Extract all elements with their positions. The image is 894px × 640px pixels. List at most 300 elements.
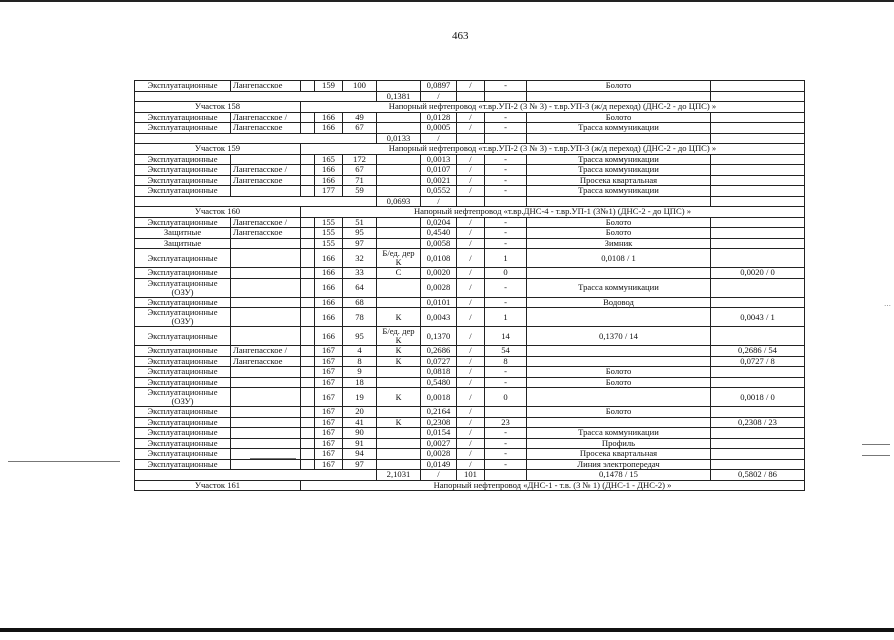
note-cell: Профиль — [527, 438, 711, 449]
note-cell: 0,0108 / 1 — [527, 249, 711, 268]
tree-category-cell: К — [377, 417, 421, 428]
tree-category-cell — [377, 186, 421, 197]
total-row — [135, 196, 805, 207]
spacer-cell — [301, 297, 315, 308]
tree-category-cell — [377, 165, 421, 176]
note-cell: Зимник — [527, 238, 711, 249]
allotment-cell: 71 — [343, 175, 377, 186]
count-cell: - — [485, 165, 527, 176]
note-cell: Линия электропередач — [527, 459, 711, 470]
table-row — [135, 165, 805, 176]
table-row — [135, 297, 805, 308]
note-cell — [527, 346, 711, 357]
allotment-cell: 91 — [343, 438, 377, 449]
total-blank-cell — [485, 91, 527, 102]
separator-cell: / — [457, 377, 485, 388]
tree-category-cell — [377, 112, 421, 123]
table-row — [135, 112, 805, 123]
note-cell: Трасса коммуникации — [527, 165, 711, 176]
forest-category-cell: Эксплуатационные — [135, 123, 231, 134]
area-cell: 0,1370 — [421, 327, 457, 346]
total-extra-cell — [711, 196, 805, 207]
quarter-cell: 166 — [315, 278, 343, 297]
tree-category-cell — [377, 238, 421, 249]
tree-category-cell — [377, 175, 421, 186]
forestry-area-cell — [231, 297, 301, 308]
area-cell: 0,0018 — [421, 388, 457, 407]
spacer-cell — [301, 112, 315, 123]
separator-cell: / — [457, 327, 485, 346]
extra-cell — [711, 165, 805, 176]
left-inner-scan-line — [250, 458, 296, 459]
extra-cell — [711, 154, 805, 165]
spacer-cell — [301, 428, 315, 439]
separator-cell: / — [457, 428, 485, 439]
tree-category-cell: К — [377, 388, 421, 407]
forest-category-cell: Эксплуатационные — [135, 249, 231, 268]
tree-category-cell — [377, 407, 421, 418]
section-description: Напорный нефтепровод «т.вр.УП-2 (3 № 3) - т.вр.УП-3 (ж/д переход) (ДНС-2 - до ЦПС) » — [301, 144, 805, 155]
area-cell: 0,5480 — [421, 377, 457, 388]
allotment-cell: 95 — [343, 327, 377, 346]
separator-cell: / — [457, 165, 485, 176]
note-cell: Болото — [527, 407, 711, 418]
allotment-cell: 67 — [343, 165, 377, 176]
separator-cell: / — [457, 449, 485, 460]
area-cell: 0,0028 — [421, 278, 457, 297]
total-extra-cell — [711, 91, 805, 102]
quarter-cell: 167 — [315, 417, 343, 428]
forestry-area-cell: Лангепасское / — [231, 165, 301, 176]
total-separator-cell: / — [421, 91, 457, 102]
allotment-cell: 51 — [343, 217, 377, 228]
forest-category-cell: Эксплуатационные — [135, 438, 231, 449]
count-cell: 1 — [485, 249, 527, 268]
count-cell: - — [485, 217, 527, 228]
forestry-area-cell — [231, 308, 301, 327]
count-cell: 0 — [485, 388, 527, 407]
note-cell — [527, 356, 711, 367]
total-separator-cell: / — [421, 196, 457, 207]
extra-cell — [711, 297, 805, 308]
forestry-area-cell — [231, 428, 301, 439]
top-page-rule — [0, 0, 894, 2]
tree-category-cell: К — [377, 356, 421, 367]
total-area-cell: 0,0133 — [377, 133, 421, 144]
separator-cell: / — [457, 308, 485, 327]
allotment-cell: 4 — [343, 346, 377, 357]
area-cell: 0,0818 — [421, 367, 457, 378]
area-cell: 0,0149 — [421, 459, 457, 470]
quarter-cell: 166 — [315, 112, 343, 123]
table-row — [135, 228, 805, 239]
total-area-cell: 0,1381 — [377, 91, 421, 102]
forest-category-cell: Эксплуатационные (ОЗУ) — [135, 388, 231, 407]
total-extra-cell: 0,5802 / 86 — [711, 470, 805, 481]
area-cell: 0,0005 — [421, 123, 457, 134]
tree-category-cell — [377, 367, 421, 378]
separator-cell: / — [457, 228, 485, 239]
forest-category-cell: Эксплуатационные — [135, 268, 231, 279]
forest-category-cell: Эксплуатационные — [135, 327, 231, 346]
extra-cell — [711, 238, 805, 249]
total-spacer — [135, 133, 377, 144]
tree-category-cell — [377, 154, 421, 165]
note-cell: Болото — [527, 367, 711, 378]
count-cell: - — [485, 459, 527, 470]
extra-cell — [711, 377, 805, 388]
count-cell: - — [485, 238, 527, 249]
quarter-cell: 167 — [315, 438, 343, 449]
forest-category-cell: Эксплуатационные — [135, 377, 231, 388]
forest-plots-table — [134, 80, 805, 491]
allotment-cell: 64 — [343, 278, 377, 297]
right-margin-scan-line-2 — [862, 455, 890, 456]
area-cell: 0,0058 — [421, 238, 457, 249]
table-row — [135, 217, 805, 228]
quarter-cell: 167 — [315, 388, 343, 407]
table-row — [135, 407, 805, 418]
table-row — [135, 417, 805, 428]
section-header-row — [135, 480, 805, 491]
extra-cell — [711, 428, 805, 439]
forest-category-cell: Эксплуатационные — [135, 112, 231, 123]
page-number: 463 — [452, 30, 469, 42]
section-description: Напорный нефтепровод «т.вр.УП-2 (3 № 3) - т.вр.УП-3 (ж/д переход) (ДНС-2 - до ЦПС) » — [301, 102, 805, 113]
note-cell: Трасса коммуникации — [527, 278, 711, 297]
spacer-cell — [301, 154, 315, 165]
forestry-area-cell: Лангепасское — [231, 175, 301, 186]
forest-category-cell: Эксплуатационные (ОЗУ) — [135, 308, 231, 327]
count-cell: - — [485, 112, 527, 123]
separator-cell: / — [457, 367, 485, 378]
extra-cell — [711, 123, 805, 134]
area-cell: 0,0727 — [421, 356, 457, 367]
forest-category-cell: Эксплуатационные — [135, 186, 231, 197]
allotment-cell: 78 — [343, 308, 377, 327]
extra-cell — [711, 278, 805, 297]
extra-cell — [711, 449, 805, 460]
forest-category-cell: Защитные — [135, 228, 231, 239]
separator-cell: / — [457, 356, 485, 367]
allotment-cell: 32 — [343, 249, 377, 268]
forestry-area-cell: Лангепасское — [231, 228, 301, 239]
area-cell: 0,0552 — [421, 186, 457, 197]
section-header-row — [135, 144, 805, 155]
count-cell: - — [485, 428, 527, 439]
forest-category-cell: Эксплуатационные — [135, 367, 231, 378]
forest-category-cell: Эксплуатационные — [135, 428, 231, 439]
spacer-cell — [301, 165, 315, 176]
table-row — [135, 346, 805, 357]
count-cell: - — [485, 377, 527, 388]
quarter-cell: 167 — [315, 428, 343, 439]
quarter-cell: 167 — [315, 459, 343, 470]
area-cell: 0,0027 — [421, 438, 457, 449]
table-row — [135, 367, 805, 378]
section-plot-label: Участок 161 — [135, 480, 301, 491]
forestry-area-cell — [231, 377, 301, 388]
extra-cell — [711, 81, 805, 92]
quarter-cell: 166 — [315, 249, 343, 268]
separator-cell: / — [457, 346, 485, 357]
count-cell: 23 — [485, 417, 527, 428]
forest-category-cell: Эксплуатационные — [135, 175, 231, 186]
forestry-area-cell — [231, 388, 301, 407]
allotment-cell: 67 — [343, 123, 377, 134]
count-cell: - — [485, 123, 527, 134]
note-cell: Трасса коммуникации — [527, 123, 711, 134]
separator-cell: / — [457, 123, 485, 134]
table-row — [135, 81, 805, 92]
tree-category-cell: К — [377, 346, 421, 357]
allotment-cell: 97 — [343, 238, 377, 249]
quarter-cell: 165 — [315, 154, 343, 165]
tree-category-cell — [377, 438, 421, 449]
count-cell: - — [485, 278, 527, 297]
note-cell: Болото — [527, 217, 711, 228]
extra-cell — [711, 249, 805, 268]
allotment-cell: 49 — [343, 112, 377, 123]
separator-cell: / — [457, 407, 485, 418]
count-cell: - — [485, 438, 527, 449]
table-row — [135, 459, 805, 470]
extra-cell — [711, 228, 805, 239]
allotment-cell: 94 — [343, 449, 377, 460]
note-cell: Болото — [527, 81, 711, 92]
tree-category-cell — [377, 428, 421, 439]
forest-category-cell: Эксплуатационные — [135, 417, 231, 428]
forestry-area-cell: Лангепасское / — [231, 346, 301, 357]
extra-cell — [711, 217, 805, 228]
spacer-cell — [301, 249, 315, 268]
note-cell — [527, 388, 711, 407]
total-separator-cell: / — [421, 133, 457, 144]
forest-category-cell: Эксплуатационные (ОЗУ) — [135, 278, 231, 297]
count-cell: - — [485, 186, 527, 197]
allotment-cell: 20 — [343, 407, 377, 418]
allotment-cell: 172 — [343, 154, 377, 165]
forest-category-cell: Эксплуатационные — [135, 81, 231, 92]
total-area-cell: 2,1031 — [377, 470, 421, 481]
separator-cell: / — [457, 297, 485, 308]
separator-cell: / — [457, 417, 485, 428]
section-plot-label: Участок 158 — [135, 102, 301, 113]
total-row — [135, 133, 805, 144]
table-row — [135, 377, 805, 388]
total-count-cell — [457, 196, 485, 207]
bottom-page-rule — [0, 628, 894, 632]
right-margin-scan-line-1 — [862, 444, 890, 445]
quarter-cell: 166 — [315, 175, 343, 186]
allotment-cell: 68 — [343, 297, 377, 308]
total-separator-cell: / — [421, 470, 457, 481]
extra-cell — [711, 367, 805, 378]
allotment-cell: 90 — [343, 428, 377, 439]
extra-cell: 0,0727 / 8 — [711, 356, 805, 367]
spacer-cell — [301, 175, 315, 186]
tree-category-cell: Б/ед. дер К — [377, 249, 421, 268]
allotment-cell: 19 — [343, 388, 377, 407]
note-cell: 0,1370 / 14 — [527, 327, 711, 346]
table-row — [135, 388, 805, 407]
quarter-cell: 155 — [315, 228, 343, 239]
table-row — [135, 327, 805, 346]
forestry-area-cell — [231, 154, 301, 165]
forestry-area-cell — [231, 407, 301, 418]
count-cell: - — [485, 449, 527, 460]
count-cell — [485, 407, 527, 418]
total-note-cell — [527, 196, 711, 207]
separator-cell: / — [457, 278, 485, 297]
table-row — [135, 249, 805, 268]
separator-cell: / — [457, 388, 485, 407]
forestry-area-cell: Лангепасское — [231, 123, 301, 134]
tree-category-cell — [377, 81, 421, 92]
right-margin-speck: … — [884, 300, 891, 308]
table-row — [135, 175, 805, 186]
tree-category-cell — [377, 297, 421, 308]
extra-cell — [711, 327, 805, 346]
table-row — [135, 154, 805, 165]
area-cell: 0,0897 — [421, 81, 457, 92]
tree-category-cell: Б/ед. дер К — [377, 327, 421, 346]
forestry-area-cell — [231, 238, 301, 249]
quarter-cell: 166 — [315, 297, 343, 308]
extra-cell: 0,0043 / 1 — [711, 308, 805, 327]
area-cell: 0,0028 — [421, 449, 457, 460]
total-blank-cell — [485, 133, 527, 144]
separator-cell: / — [457, 154, 485, 165]
tree-category-cell — [377, 217, 421, 228]
separator-cell: / — [457, 175, 485, 186]
spacer-cell — [301, 388, 315, 407]
left-margin-scan-line — [8, 461, 120, 462]
separator-cell: / — [457, 459, 485, 470]
separator-cell: / — [457, 186, 485, 197]
area-cell: 0,0101 — [421, 297, 457, 308]
quarter-cell: 155 — [315, 217, 343, 228]
forestry-area-cell — [231, 417, 301, 428]
note-cell: Трасса коммуникации — [527, 154, 711, 165]
section-description: Напорный нефтепровод «ДНС-1 - т.в. (3 № 1) (ДНС-1 - ДНС-2) » — [301, 480, 805, 491]
forest-category-cell: Эксплуатационные — [135, 459, 231, 470]
count-cell: 14 — [485, 327, 527, 346]
count-cell: - — [485, 228, 527, 239]
forestry-area-cell — [231, 268, 301, 279]
quarter-cell: 166 — [315, 308, 343, 327]
forestry-area-cell — [231, 367, 301, 378]
total-spacer — [135, 91, 377, 102]
total-row — [135, 470, 805, 481]
quarter-cell: 167 — [315, 356, 343, 367]
note-cell: Трасса коммуникации — [527, 186, 711, 197]
table-row — [135, 186, 805, 197]
table-row — [135, 238, 805, 249]
table-row — [135, 438, 805, 449]
allotment-cell: 97 — [343, 459, 377, 470]
total-count-cell — [457, 91, 485, 102]
spacer-cell — [301, 228, 315, 239]
total-extra-cell — [711, 133, 805, 144]
section-description: Напорный нефтепровод «т.вр.ДНС-4 - т.вр.УП-1 (3№1) (ДНС-2 - до ЦПС) » — [301, 207, 805, 218]
forestry-area-cell — [231, 249, 301, 268]
spacer-cell — [301, 268, 315, 279]
allotment-cell: 9 — [343, 367, 377, 378]
table-row — [135, 428, 805, 439]
spacer-cell — [301, 346, 315, 357]
area-cell: 0,0013 — [421, 154, 457, 165]
forestry-area-cell: Лангепасское — [231, 356, 301, 367]
separator-cell: / — [457, 238, 485, 249]
total-note-cell — [527, 91, 711, 102]
forestry-area-cell: Лангепасское — [231, 81, 301, 92]
quarter-cell: 166 — [315, 268, 343, 279]
spacer-cell — [301, 81, 315, 92]
note-cell — [527, 308, 711, 327]
tree-category-cell: С — [377, 268, 421, 279]
quarter-cell: 167 — [315, 346, 343, 357]
section-header-row — [135, 102, 805, 113]
extra-cell — [711, 112, 805, 123]
separator-cell: / — [457, 217, 485, 228]
quarter-cell: 155 — [315, 238, 343, 249]
allotment-cell: 100 — [343, 81, 377, 92]
area-cell: 0,2308 — [421, 417, 457, 428]
total-note-cell: 0,1478 / 15 — [527, 470, 711, 481]
separator-cell: / — [457, 112, 485, 123]
count-cell: 0 — [485, 268, 527, 279]
tree-category-cell — [377, 228, 421, 239]
note-cell: Просека квартальная — [527, 175, 711, 186]
note-cell: Просека квартальная — [527, 449, 711, 460]
spacer-cell — [301, 186, 315, 197]
forestry-area-cell — [231, 186, 301, 197]
extra-cell — [711, 459, 805, 470]
extra-cell: 0,0020 / 0 — [711, 268, 805, 279]
quarter-cell: 167 — [315, 449, 343, 460]
spacer-cell — [301, 417, 315, 428]
table-row — [135, 308, 805, 327]
total-count-cell — [457, 133, 485, 144]
tree-category-cell — [377, 123, 421, 134]
spacer-cell — [301, 407, 315, 418]
section-plot-label: Участок 159 — [135, 144, 301, 155]
spacer-cell — [301, 278, 315, 297]
count-cell: 54 — [485, 346, 527, 357]
quarter-cell: 177 — [315, 186, 343, 197]
quarter-cell: 166 — [315, 327, 343, 346]
note-cell: Болото — [527, 112, 711, 123]
separator-cell: / — [457, 268, 485, 279]
total-spacer — [135, 196, 377, 207]
extra-cell: 0,2686 / 54 — [711, 346, 805, 357]
total-blank-cell — [485, 196, 527, 207]
table-row — [135, 268, 805, 279]
count-cell: - — [485, 297, 527, 308]
forestry-area-cell: Лангепасское / — [231, 112, 301, 123]
note-cell: Трасса коммуникации — [527, 428, 711, 439]
count-cell: 8 — [485, 356, 527, 367]
quarter-cell: 167 — [315, 367, 343, 378]
forest-category-cell: Эксплуатационные — [135, 407, 231, 418]
spacer-cell — [301, 377, 315, 388]
forest-category-cell: Защитные — [135, 238, 231, 249]
tree-category-cell: К — [377, 308, 421, 327]
spacer-cell — [301, 367, 315, 378]
forestry-area-cell — [231, 327, 301, 346]
forestry-area-cell — [231, 278, 301, 297]
